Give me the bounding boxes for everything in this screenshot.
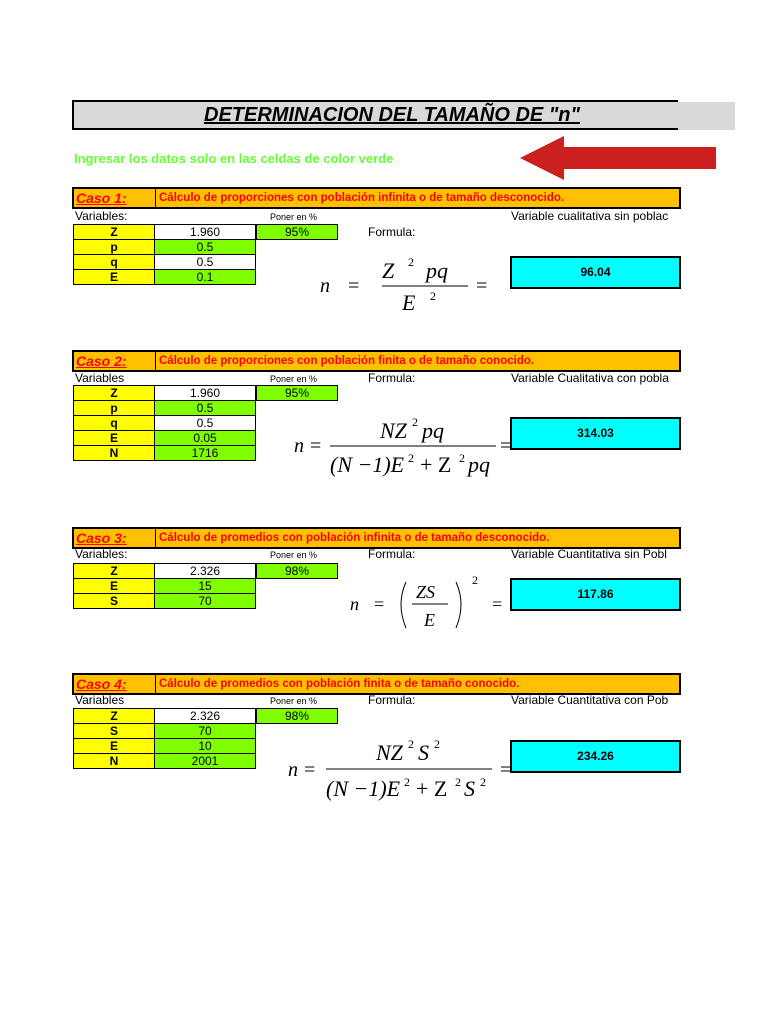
var-input[interactable]: 0.1 xyxy=(155,270,256,285)
var-name: S xyxy=(74,594,155,609)
confidence-input[interactable]: 95% xyxy=(256,224,338,240)
formula-denominator-b: + Z xyxy=(416,776,448,801)
formula-label: Formula: xyxy=(368,371,416,385)
formula-exponent: 2 xyxy=(472,573,478,587)
variables-table xyxy=(73,224,256,285)
var-value: 1.960 xyxy=(155,386,256,401)
formula-exponent: 2 xyxy=(430,289,436,303)
table-row xyxy=(74,754,256,769)
formula-eq: = xyxy=(500,435,512,457)
var-input[interactable]: 10 xyxy=(155,739,256,754)
formula-case-4 xyxy=(284,734,520,806)
result-cell: 96.04 xyxy=(510,256,681,289)
table-row xyxy=(74,594,256,609)
formula-case-2 xyxy=(290,412,522,484)
formula-n: n xyxy=(294,435,304,457)
formula-n: n xyxy=(320,275,330,297)
formula-exponent: 2 xyxy=(408,255,414,269)
table-row xyxy=(74,431,256,446)
poner-label: Poner en % xyxy=(270,696,318,706)
table-row xyxy=(74,255,256,270)
var-input[interactable]: 1716 xyxy=(155,446,256,461)
case-3-header xyxy=(72,527,681,549)
formula-exponent: 2 xyxy=(455,775,461,789)
var-name: p xyxy=(74,240,155,255)
case-2-description: Cálculo de proporciones con población finita o de tamaño conocido. xyxy=(159,355,535,367)
formula-denominator: (N −1)E xyxy=(330,452,405,477)
formula-eq: = xyxy=(348,275,360,297)
var-name: E xyxy=(74,579,155,594)
formula-n: n xyxy=(288,759,298,781)
confidence-input[interactable]: 95% xyxy=(256,385,338,401)
var-value: 2.326 xyxy=(155,564,256,579)
table-row xyxy=(74,739,256,754)
table-row xyxy=(74,709,256,724)
var-value: 2.326 xyxy=(155,709,256,724)
var-name: S xyxy=(74,724,155,739)
var-name: q xyxy=(74,416,155,431)
left-paren-icon xyxy=(401,582,406,628)
formula-denominator: E xyxy=(402,290,416,315)
var-value: 1.960 xyxy=(155,225,256,240)
var-name: E xyxy=(74,270,155,285)
formula-denominator-tail: pq xyxy=(468,452,490,477)
case-2-label: Caso 2: xyxy=(74,352,156,370)
poner-label: Poner en % xyxy=(270,550,318,560)
formula-case-3 xyxy=(340,572,510,636)
formula-numerator: NZ xyxy=(376,740,403,765)
formula-label: Formula: xyxy=(368,547,416,561)
var-input[interactable]: 15 xyxy=(155,579,256,594)
variables-label: Variables: xyxy=(75,547,128,561)
var-input[interactable]: 70 xyxy=(155,594,256,609)
formula-numerator-tail: pq xyxy=(422,418,444,443)
case-4-description: Cálculo de promedios con población finita o de tamaño conocido. xyxy=(159,678,520,690)
table-row xyxy=(74,564,256,579)
formula-case-1 xyxy=(310,252,510,320)
result-cell: 234.26 xyxy=(510,740,681,773)
formula-numerator: ZS xyxy=(416,582,436,602)
variable-type-label: Variable Cuantitativa sin Pobl xyxy=(511,547,667,561)
table-row xyxy=(74,386,256,401)
formula-eq: = xyxy=(374,594,385,614)
formula-exponent: 2 xyxy=(408,737,414,751)
case-4-header xyxy=(72,673,681,695)
formula-numerator-tail: pq xyxy=(426,258,448,283)
confidence-input[interactable]: 98% xyxy=(256,563,338,579)
case-4-label: Caso 4: xyxy=(74,675,156,693)
var-name: Z xyxy=(74,709,155,724)
formula-eq: = xyxy=(476,275,488,297)
formula-numerator-s: S xyxy=(418,740,429,765)
table-row xyxy=(74,270,256,285)
poner-label: Poner en % xyxy=(270,374,318,384)
formula-denominator-s: S xyxy=(464,776,475,801)
formula-eq: = xyxy=(304,759,316,781)
case-1-label: Caso 1: xyxy=(74,189,156,207)
var-input[interactable]: 0.05 xyxy=(155,431,256,446)
formula-exponent: 2 xyxy=(480,775,486,789)
variables-table xyxy=(73,385,256,461)
formula-numerator: NZ xyxy=(380,418,407,443)
var-name: q xyxy=(74,255,155,270)
table-row xyxy=(74,579,256,594)
variables-label: Variables xyxy=(75,371,125,385)
table-row xyxy=(74,416,256,431)
formula-eq: = xyxy=(492,594,503,614)
result-cell: 314.03 xyxy=(510,417,681,450)
formula-eq: = xyxy=(310,435,322,457)
case-3-description: Cálculo de promedios con población infinita o de tamaño desconocido. xyxy=(159,532,550,544)
formula-exponent: 2 xyxy=(459,451,465,465)
variables-table xyxy=(73,708,256,769)
variables-table xyxy=(73,563,256,609)
var-name: N xyxy=(74,754,155,769)
formula-exponent: 2 xyxy=(412,415,418,429)
variable-type-label: Variable Cualitativa con pobla xyxy=(511,371,669,385)
var-input[interactable]: 0.5 xyxy=(155,240,256,255)
formula-denominator: E xyxy=(424,610,435,630)
variables-label: Variables xyxy=(75,693,125,707)
variable-type-label: Variable Cuantitativa con Pob xyxy=(511,693,669,707)
table-row xyxy=(74,401,256,416)
case-3-label: Caso 3: xyxy=(74,529,156,547)
var-name: E xyxy=(74,739,155,754)
variables-label: Variables: xyxy=(75,209,128,223)
formula-exponent: 2 xyxy=(404,775,410,789)
var-name: N xyxy=(74,446,155,461)
formula-denominator: (N −1)E xyxy=(326,776,401,801)
formula-eq: = xyxy=(500,759,512,781)
confidence-input[interactable]: 98% xyxy=(256,708,338,724)
var-input[interactable]: 70 xyxy=(155,724,256,739)
instruction-text: Ingresar los datos solo en las celdas de color verde xyxy=(74,151,394,166)
result-cell: 117.86 xyxy=(510,578,681,611)
var-input[interactable]: 0.5 xyxy=(155,401,256,416)
var-name: Z xyxy=(74,225,155,240)
formula-denominator-b: + Z xyxy=(420,452,452,477)
case-1-description: Cálculo de proporciones con población infinita o de tamaño desconocido. xyxy=(159,192,565,204)
var-input[interactable]: 2001 xyxy=(155,754,256,769)
var-value: 0.5 xyxy=(155,255,256,270)
table-row xyxy=(74,724,256,739)
table-row xyxy=(74,225,256,240)
var-name: Z xyxy=(74,386,155,401)
var-value: 0.5 xyxy=(155,416,256,431)
poner-label: Poner en % xyxy=(270,212,318,222)
table-row xyxy=(74,446,256,461)
case-2-header xyxy=(72,350,681,372)
variable-type-label: Variable cualitativa sin poblac xyxy=(511,209,669,223)
formula-numerator: Z xyxy=(382,258,395,283)
formula-label: Formula: xyxy=(368,693,416,707)
formula-label: Formula: xyxy=(368,225,416,239)
formula-exponent: 2 xyxy=(408,451,414,465)
var-name: p xyxy=(74,401,155,416)
formula-n: n xyxy=(350,594,359,614)
right-paren-icon xyxy=(456,582,461,628)
table-row xyxy=(74,240,256,255)
page-title: DETERMINACION DEL TAMAÑO DE "n" xyxy=(204,104,580,126)
var-name: E xyxy=(74,431,155,446)
case-1-header xyxy=(72,187,681,209)
formula-exponent: 2 xyxy=(434,737,440,751)
var-name: Z xyxy=(74,564,155,579)
